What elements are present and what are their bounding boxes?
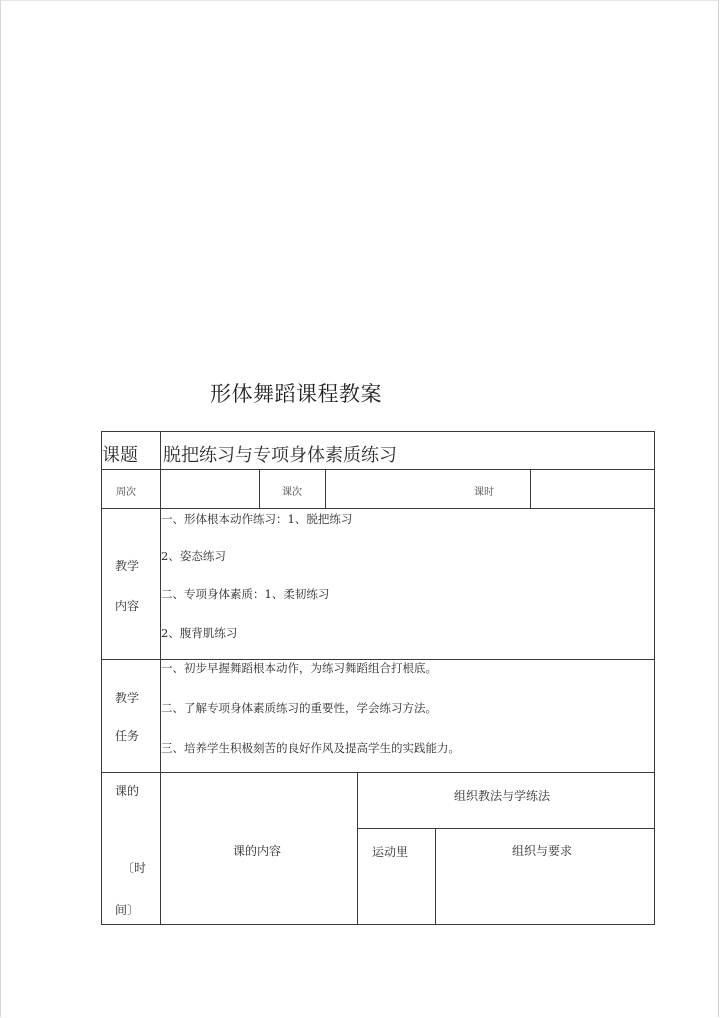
- table-rule: [259, 469, 260, 509]
- organization-header: 组织与要求: [512, 844, 573, 858]
- tasks-label-line1: 教学: [115, 691, 140, 705]
- table-rule: [357, 828, 655, 829]
- table-rule: [357, 772, 358, 925]
- table-rule: [530, 469, 531, 509]
- task-item: 一、初步早握舞蹈根本动作，为练习舞蹈组合打根底。: [161, 661, 437, 675]
- table-rule: [435, 828, 436, 925]
- week-label: 周次: [116, 487, 136, 498]
- content-item: 二、专项身体素质：1、柔韧练习: [161, 587, 330, 601]
- table-rule: [101, 772, 655, 773]
- task-item: 三、培养学生积极刻苦的良好作风及提高学生的实践能力。: [161, 741, 460, 755]
- tasks-label-line2: 任务: [115, 729, 140, 743]
- table-border-right: [654, 431, 655, 925]
- table-rule: [325, 469, 326, 509]
- table-border-bottom: [101, 924, 655, 925]
- content-item: 2、姿态练习: [161, 549, 226, 563]
- content-item: 2、腹背肌练习: [161, 626, 238, 640]
- exercise-amount-header: 运动里: [372, 845, 409, 859]
- table-rule: [160, 469, 161, 509]
- lesson-content-header: 课的内容: [233, 844, 282, 858]
- structure-label-line2: 〔时: [122, 861, 147, 875]
- method-header: 组织教法与学练法: [454, 789, 551, 803]
- table-rule: [101, 508, 655, 509]
- table-rule: [160, 508, 161, 925]
- content-label-line1: 教学: [115, 559, 140, 573]
- structure-label-line3: 间〕: [115, 903, 140, 917]
- document-title: 形体舞蹈课程教案: [210, 382, 382, 406]
- topic-value: 脱把练习与专项身体素质练习: [163, 445, 397, 466]
- lesson-number-label: 课次: [282, 487, 302, 498]
- content-item: 一、形体根本动作练习：1、脱把练习: [161, 512, 353, 526]
- table-rule: [160, 431, 161, 470]
- class-hours-label: 课时: [474, 487, 494, 498]
- table-border-top: [101, 431, 655, 432]
- task-item: 二、了解专项身体素质练习的重要性，学会练习方法。: [161, 701, 437, 715]
- content-label-line2: 内容: [115, 599, 140, 613]
- table-rule: [101, 469, 655, 470]
- table-border-left: [101, 431, 102, 925]
- topic-label: 课题: [102, 445, 138, 466]
- structure-label-line1: 课的: [115, 784, 140, 798]
